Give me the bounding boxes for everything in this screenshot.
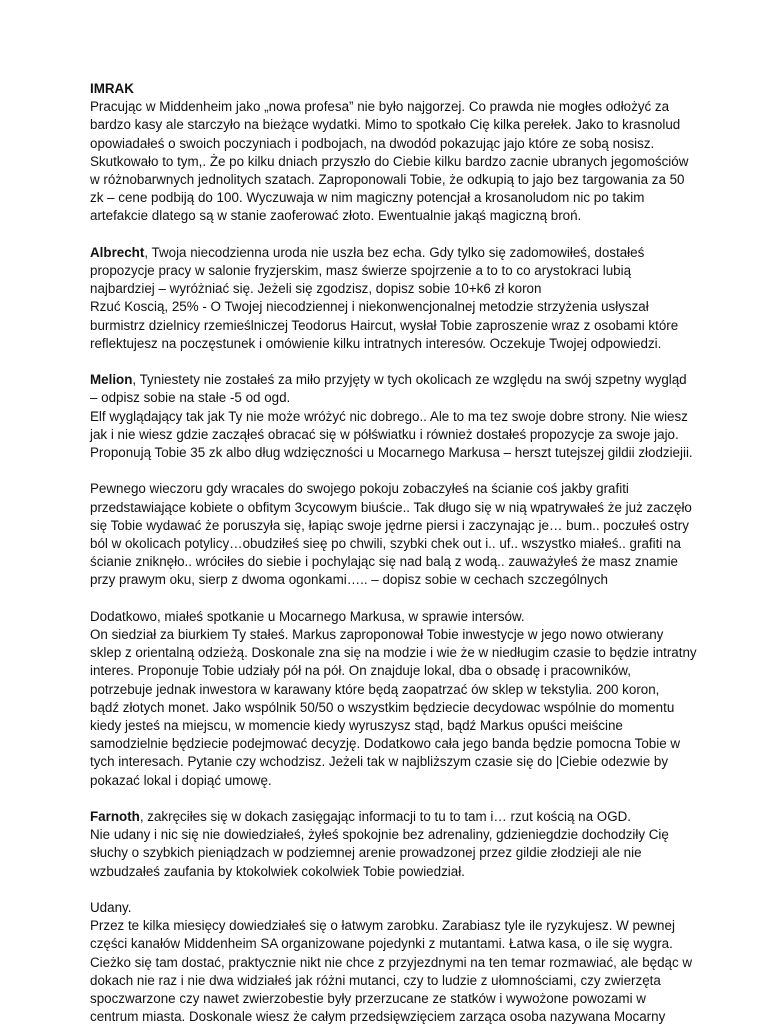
text-line: w różnobarwnych jednolitych szatach. Zaproponowali Tobie, że odkupią to jajo bez targowania za 50 (90, 172, 685, 188)
text-line: jak i nie wiesz gdzie zacząłeś obracać się w półświatku i również dostałeś propozycje za swoje jajo. (90, 426, 679, 442)
text-line: zk – cene podbiją do 100. Wyczuwaja w nim magiczny potencjał a krosanoludom nic po takim (90, 190, 645, 206)
text-line: Udany. (90, 900, 132, 916)
text-line: Dodatkowo, miałeś spotkanie u Mocarnego Markusa, w sprawie intersów. (90, 608, 525, 624)
text-line: ścianie zniknęło.. wróciłes do siebie i pochylając się nad balą z wodą.. zauważyłeś że masz znamie (90, 554, 678, 570)
text-line: propozycje pracy w salonie fryzjerskim, masz świerze spojrzenie a to to co arystokraci lubią (90, 263, 632, 279)
text-line: interes. Proponuje Tobie udziały pół na pół. On znajduje lokal, dba o obsadę i pracowników, (90, 663, 631, 679)
text-run: , zakręciłes się w dokach zasięgając informacji to tu to tam i… rzut kością na OGD. (139, 809, 632, 825)
text-line: Pracując w Middenheim jako „nowa profesa” nie było najgorzej. Co prawda nie mogłes odłożyć za (90, 99, 670, 115)
text-line: potrzebuje jednak inwestora w karawany które będą zaopatrzać ów sklep w tekstylia. 200 koron, (90, 681, 660, 697)
text-run: , Twoja niecodzienna uroda nie uszła bez echa. Gdy tylko się zadomowiłeś, dostałeś (144, 244, 645, 260)
paragraph-markus-meeting (90, 608, 708, 790)
text-line: Cieżko się tam dostać, praktycznie nikt nie chce z przyjezdnymi na ten temar rozmawiać, ale będąc w (90, 954, 693, 970)
text-line: tych interesach. Pytanie czy wchodzisz. Jeżeli tak w najbliższym czasie się do |Ciebie odezwie by (90, 754, 669, 770)
text-line: kiedy jesteś na miejscu, w momencie kiedy wyruszysz stąd, bądź Markus opuści meiścine (90, 718, 623, 734)
text-line: dokach nie raz i nie dwa widziałeś jak różni mutanci, czy to ludzie z ułomnościami, czy zwierzęta (90, 972, 661, 988)
text-line: Proponują Tobie 35 zk albo dług wdzięczności u Mocarnego Markusa – herszt tutejszej gildii złodziejii. (90, 445, 693, 461)
text-line: reflektujesz na poczęstunek i omówienie kilku intratnych interesów. Oczekuje Twojej odpowiedzi. (90, 335, 662, 351)
character-name-melion: Melion (90, 372, 133, 388)
text-line (90, 808, 708, 826)
text-line: wzbudzałeś zaufania by ktokolwiek cokolwiek Tobie powiedział. (90, 863, 465, 879)
section-melion (90, 371, 708, 462)
paragraph-udany (90, 899, 708, 1026)
text-line: przedstawiające kobiete o obfitym 3cycowym biuście.. Tak długo się w nią wpatrywałeś że już zaczęło (90, 499, 692, 515)
text-line: ból w okolicach potylicy…obudziłeś sieę po chwili, szybki chek out i.. uf.. wszystko miałeś.. grafiti na (90, 536, 681, 552)
text-line: słuchy o szybkich pieniądzach w podziemnej arenie prowadzonej przez gildie złodzieji ale nie (90, 845, 642, 861)
text-line: pokazać lokal i dopiąć umowę. (90, 772, 272, 788)
text-line: Przez te kilka miesięcy dowiedziałeś się o łatwym zarobku. Zarabiasz tyle ile ryzykujesz. W pewnej (90, 918, 675, 934)
text-line: – odpisz sobie na stałe -5 od ogd. (90, 390, 291, 406)
text-line: części kanałów Middenheim SA organizowane pojedynki z mutantami. Łatwa kasa, o ile się wygra. (90, 936, 673, 952)
text-line: burmistrz dzielnicy rzemieślniczej Teodorus Haircut, wysłał Tobie zaproszenie wraz z osobami które (90, 317, 679, 333)
text-line: samodzielnie będziecie podejmować decyzję. Dodatkowo cała jego banda będzie pomocna Tobie w (90, 736, 681, 752)
text-line: przy prawym oku, sierp z dwoma ogonkami….. – dopisz sobie w cechach szczególnych (90, 572, 608, 588)
section-farnoth (90, 808, 708, 881)
section-albrecht (90, 244, 708, 353)
text-line: centrum miasta. Doskonale wiesz że całym przedsięwzięciem zarząca osoba nazywana Mocarny (90, 1009, 666, 1025)
section-imrak (90, 80, 708, 226)
character-name-albrecht: Albrecht (90, 244, 145, 260)
paragraph-grafiti (90, 480, 708, 589)
text-line (90, 244, 708, 262)
text-line: bądź złotych monet. Jako wspólnik 50/50 o wszystkim będziecie decydowac wspólnie do momentu (90, 699, 675, 715)
text-line: się Tobie wydawać że poruszyła się, łapiąc swoje jędrne piersi i zaczynając je… bum.. poczułeś ostry (90, 517, 689, 533)
text-line: spoczwarzone czy nawet zwierzobestie były przerzucane ze statków i wywożone powozami w (90, 991, 646, 1007)
text-line: sklep z orientalną odzieżą. Doskonale zna się na modzie i wie że w niedługim czasie to będzie intratny (90, 645, 697, 661)
text-run: , Tyniestety nie zostałeś za miło przyjęty w tych okolicach ze względu na swój szpetny wygląd (132, 372, 687, 388)
text-line: opowiadałeś o swoich poczyniach i podbojach, na dwodód pokazując jajo które ze sobą nosisz. (90, 135, 655, 151)
text-line: najbardziej – wyróżniać się. Jeżeli się zgodzisz, dopisz sobie 10+k6 zł koron (90, 281, 542, 297)
text-line: artefakcie dlatego są w stanie zaoferować złoto. Ewentualnie jakąś magiczną broń. (90, 208, 582, 224)
character-name-farnoth: Farnoth (90, 809, 140, 825)
text-line: Rzuć Koscią, 25% - O Twojej niecodziennej i niekonwencjonalnej metodzie strzyżenia usłyszał (90, 299, 649, 315)
text-line: bardzo kasy ale starczyło na bieżące wydatki. Mimo to spotkało Cię kilka perełek. Jako to krasnolud (90, 117, 681, 133)
text-line: Pewnego wieczoru gdy wracales do swojego pokoju zobaczyłeś na ścianie coś jakby grafiti (90, 481, 629, 497)
text-line (90, 371, 708, 389)
text-line: On siedział za biurkiem Ty stałeś. Markus zaproponował Tobie inwestycje w jego nowo otwierany (90, 627, 664, 643)
section-heading-imrak: IMRAK (90, 81, 134, 96)
text-line: Elf wyglądający tak jak Ty nie może wróżyć nic dobrego.. Ale to ma tez swoje dobre strony. Nie wiesz (90, 408, 688, 424)
text-line: Nie udany i nic się nie dowiedziałeś, żyłeś spokojnie bez adrenaliny, gdzieniegdzie dochodziły Cię (90, 827, 669, 843)
text-line: Skutkowało to tym,. Że po kilku dniach przyszło do Ciebie kilku bardzo zacnie ubranych jegomościów (90, 153, 689, 169)
